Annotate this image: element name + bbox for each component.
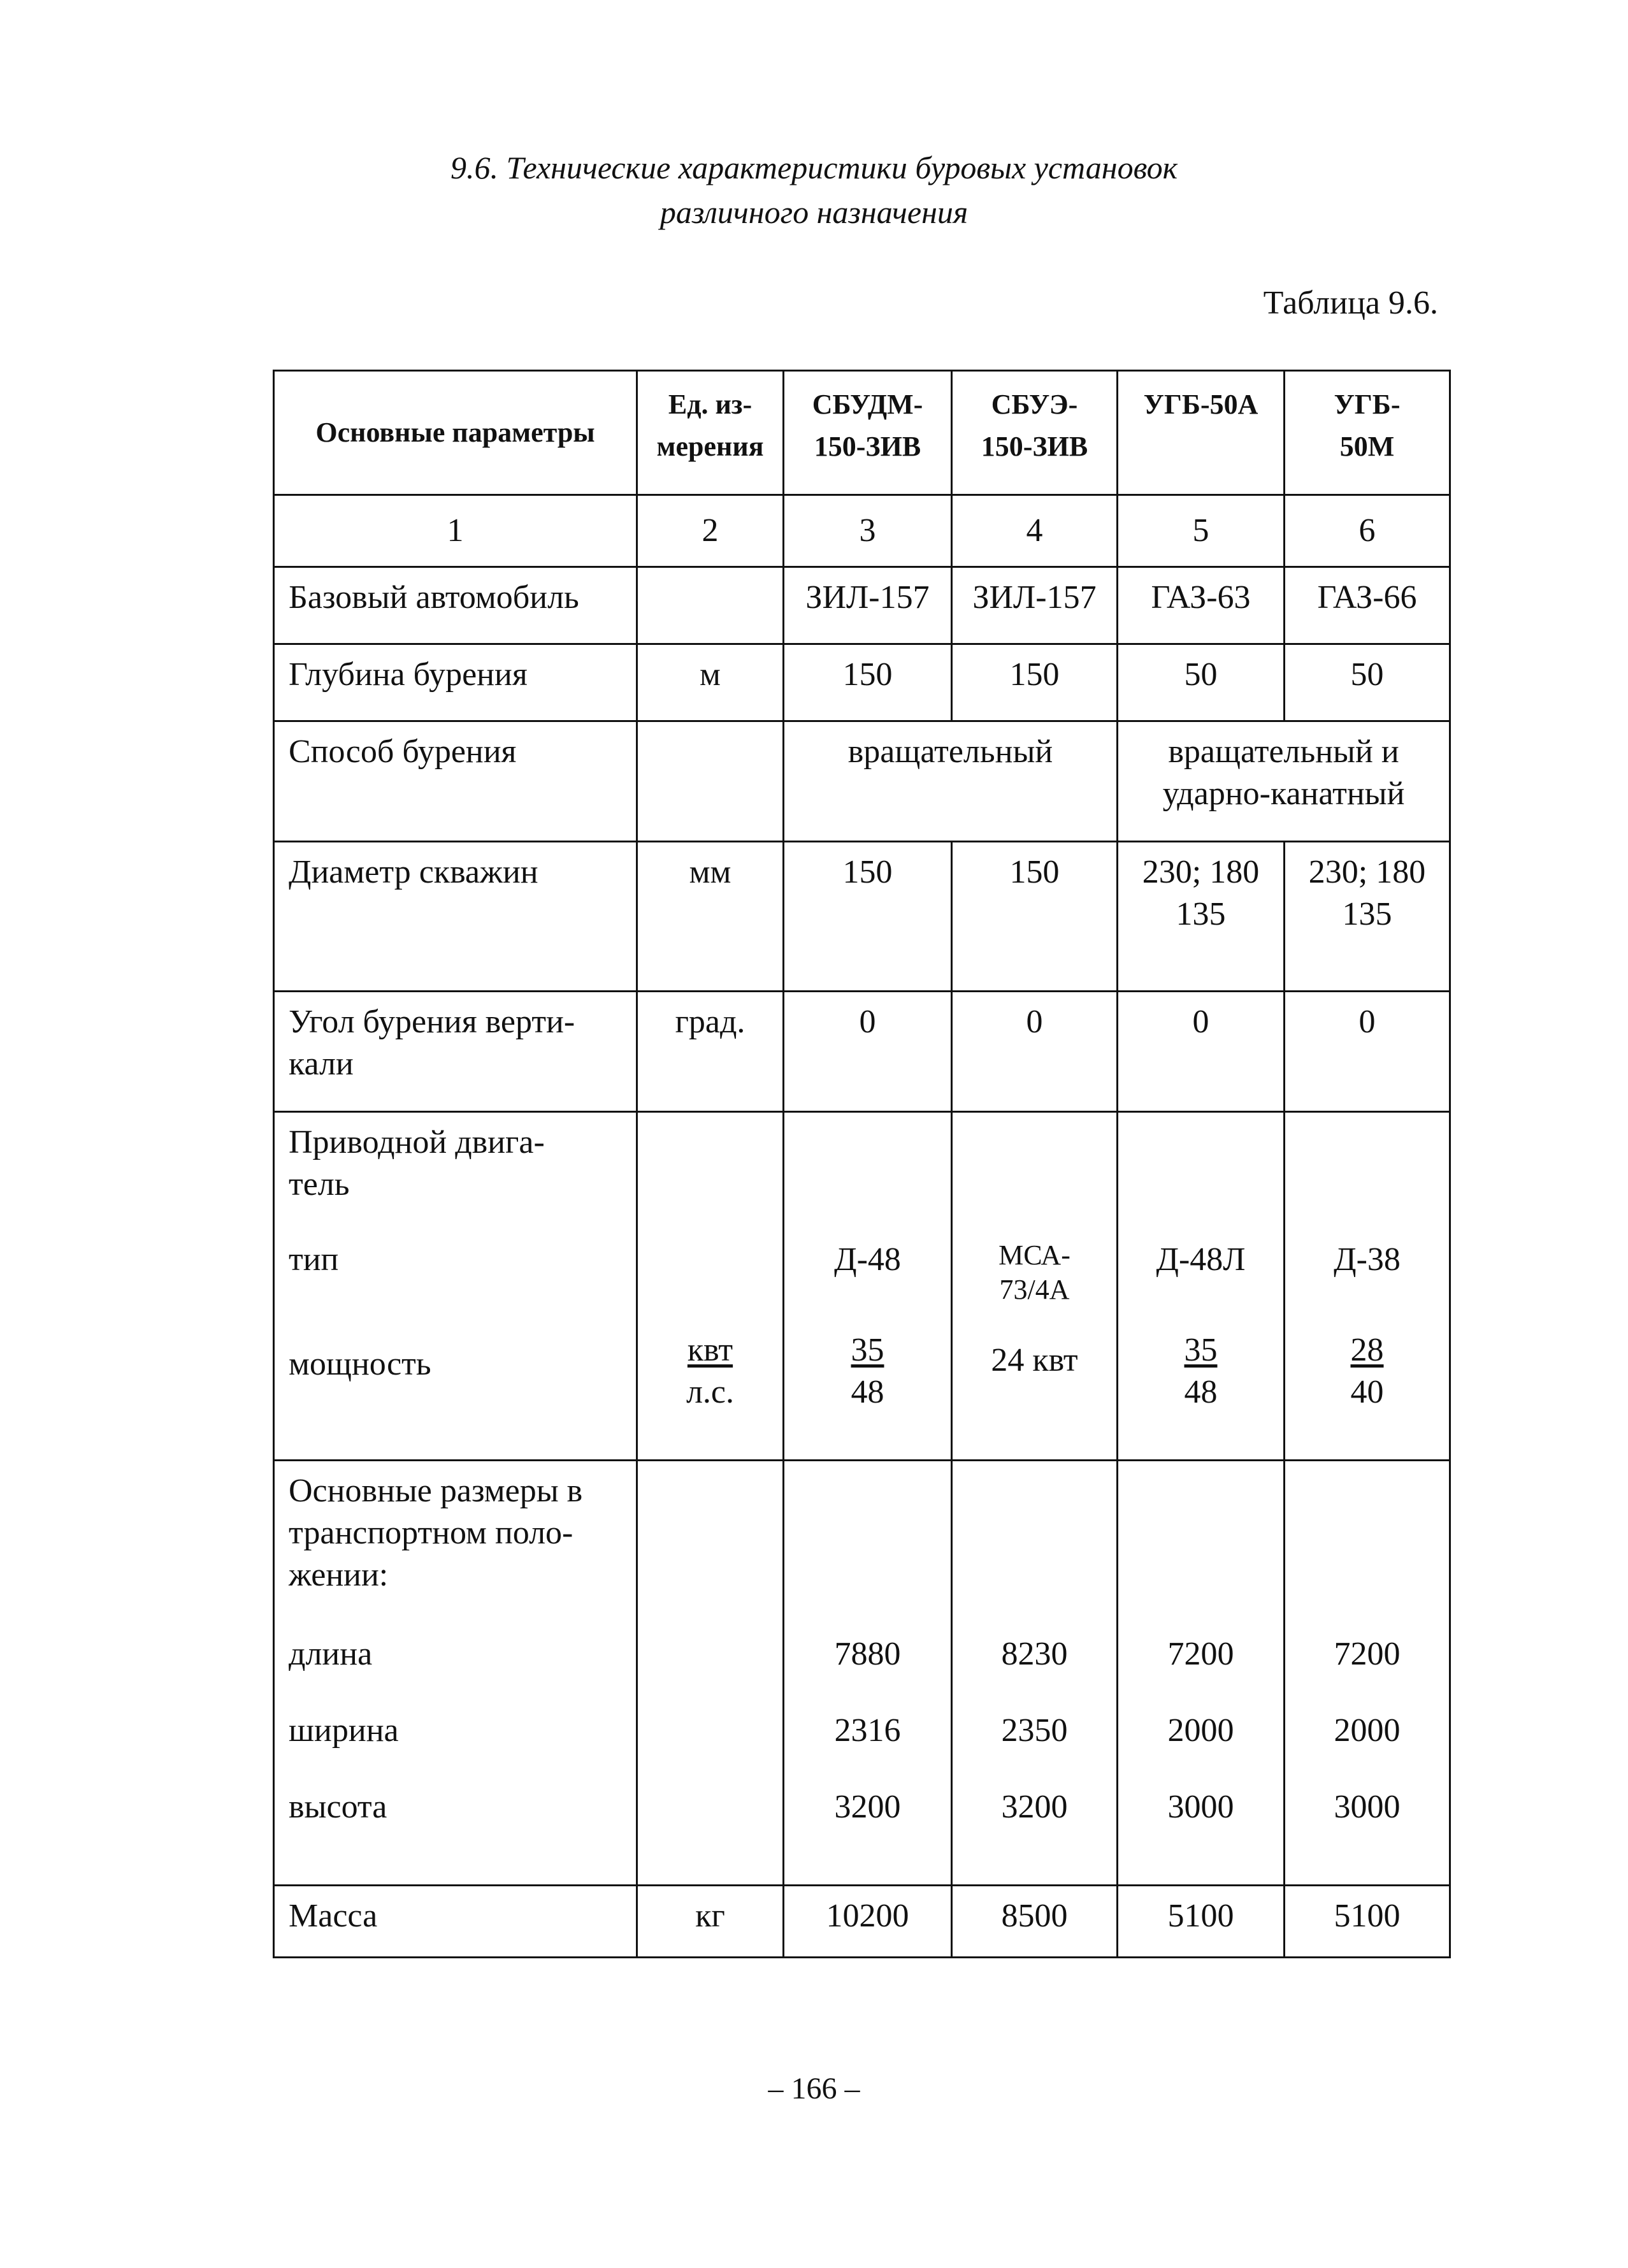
column-number: 3 xyxy=(784,495,952,567)
cell-value: 230; 180 135 xyxy=(1285,842,1450,992)
cell-value: Д-48 $\frac{35}{48}$ xyxy=(784,1112,952,1461)
row-unit: м xyxy=(637,644,784,721)
cell-value: 150 xyxy=(952,644,1118,721)
row-label: Способ бурения xyxy=(274,721,637,842)
row-unit xyxy=(637,567,784,644)
row-label: Базовый автомобиль xyxy=(274,567,637,644)
table-row-dimensions xyxy=(274,1461,1450,1886)
row-unit: кг xyxy=(637,1886,784,1958)
cell-value: 0 xyxy=(784,992,952,1112)
row-label: Основные размеры в транспортном поло- жении: длина ширина высота xyxy=(274,1461,637,1886)
header-ugb50m: УГБ- 50М xyxy=(1285,371,1450,495)
cell-value: 8230 2350 3200 xyxy=(952,1461,1118,1886)
cell-value: 150 xyxy=(952,842,1118,992)
cell-value: ГАЗ-63 xyxy=(1118,567,1285,644)
table-row-angle xyxy=(274,992,1450,1112)
header-params: Основные параметры xyxy=(274,371,637,495)
header-unit: Ед. из- мерения xyxy=(637,371,784,495)
cell-value: ЗИЛ-157 xyxy=(952,567,1118,644)
section-title xyxy=(0,145,1628,235)
cell-value: 50 xyxy=(1118,644,1285,721)
row-label: Диаметр скважин xyxy=(274,842,637,992)
header-sbue: СБУЭ- 150-ЗИВ xyxy=(952,371,1118,495)
cell-value: 7200 2000 3000 xyxy=(1118,1461,1285,1886)
row-label: Приводной двига- тель тип мощность xyxy=(274,1112,637,1461)
row-label: Угол бурения верти- кали xyxy=(274,992,637,1112)
cell-value: 0 xyxy=(1285,992,1450,1112)
column-number: 1 xyxy=(274,495,637,567)
row-unit xyxy=(637,721,784,842)
table-caption: Таблица 9.6. xyxy=(1263,285,1438,321)
column-number-row xyxy=(274,495,1450,567)
section-title-line1: 9.6. Технические характеристики буровых установок xyxy=(450,150,1178,185)
column-number: 5 xyxy=(1118,495,1285,567)
cell-value: 8500 xyxy=(952,1886,1118,1958)
cell-value: Д-48Л $\frac{35}{48}$ xyxy=(1118,1112,1285,1461)
cell-value: 230; 180 135 xyxy=(1118,842,1285,992)
table-row-method xyxy=(274,721,1450,842)
cell-value-merged: вращательный xyxy=(784,721,1118,842)
cell-value-merged: вращательный и ударно-канатный xyxy=(1118,721,1450,842)
row-unit: град. xyxy=(637,992,784,1112)
cell-value: 0 xyxy=(952,992,1118,1112)
header-ugb50a: УГБ-50А xyxy=(1118,371,1285,495)
table-header-row xyxy=(274,371,1450,495)
table-row-mass xyxy=(274,1886,1450,1958)
spec-table xyxy=(273,370,1451,1958)
cell-value: 5100 xyxy=(1285,1886,1450,1958)
row-unit: $\frac{\text{квт}}{л.с.}$ xyxy=(637,1112,784,1461)
cell-value: Д-38 $\frac{28}{40}$ xyxy=(1285,1112,1450,1461)
table-row-diameter xyxy=(274,842,1450,992)
cell-value: МСА- 73/4А 24 квт xyxy=(952,1112,1118,1461)
row-label: Глубина бурения xyxy=(274,644,637,721)
row-unit: мм xyxy=(637,842,784,992)
table-row-depth xyxy=(274,644,1450,721)
column-number: 2 xyxy=(637,495,784,567)
row-unit xyxy=(637,1461,784,1886)
cell-value: 5100 xyxy=(1118,1886,1285,1958)
cell-value: 150 xyxy=(784,644,952,721)
column-number: 4 xyxy=(952,495,1118,567)
cell-value: 50 xyxy=(1285,644,1450,721)
cell-value: 7200 2000 3000 xyxy=(1285,1461,1450,1886)
row-label: Масса xyxy=(274,1886,637,1958)
page-number: – 166 – xyxy=(768,2072,860,2105)
cell-value: 7880 2316 3200 xyxy=(784,1461,952,1886)
cell-value: ГАЗ-66 xyxy=(1285,567,1450,644)
table-row-engine xyxy=(274,1112,1450,1461)
table-row-base-vehicle xyxy=(274,567,1450,644)
header-sbudm: СБУДМ- 150-ЗИВ xyxy=(784,371,952,495)
cell-value: 150 xyxy=(784,842,952,992)
section-title-line2: различного назначения xyxy=(659,194,969,230)
column-number: 6 xyxy=(1285,495,1450,567)
cell-value: ЗИЛ-157 xyxy=(784,567,952,644)
cell-value: 10200 xyxy=(784,1886,952,1958)
cell-value: 0 xyxy=(1118,992,1285,1112)
